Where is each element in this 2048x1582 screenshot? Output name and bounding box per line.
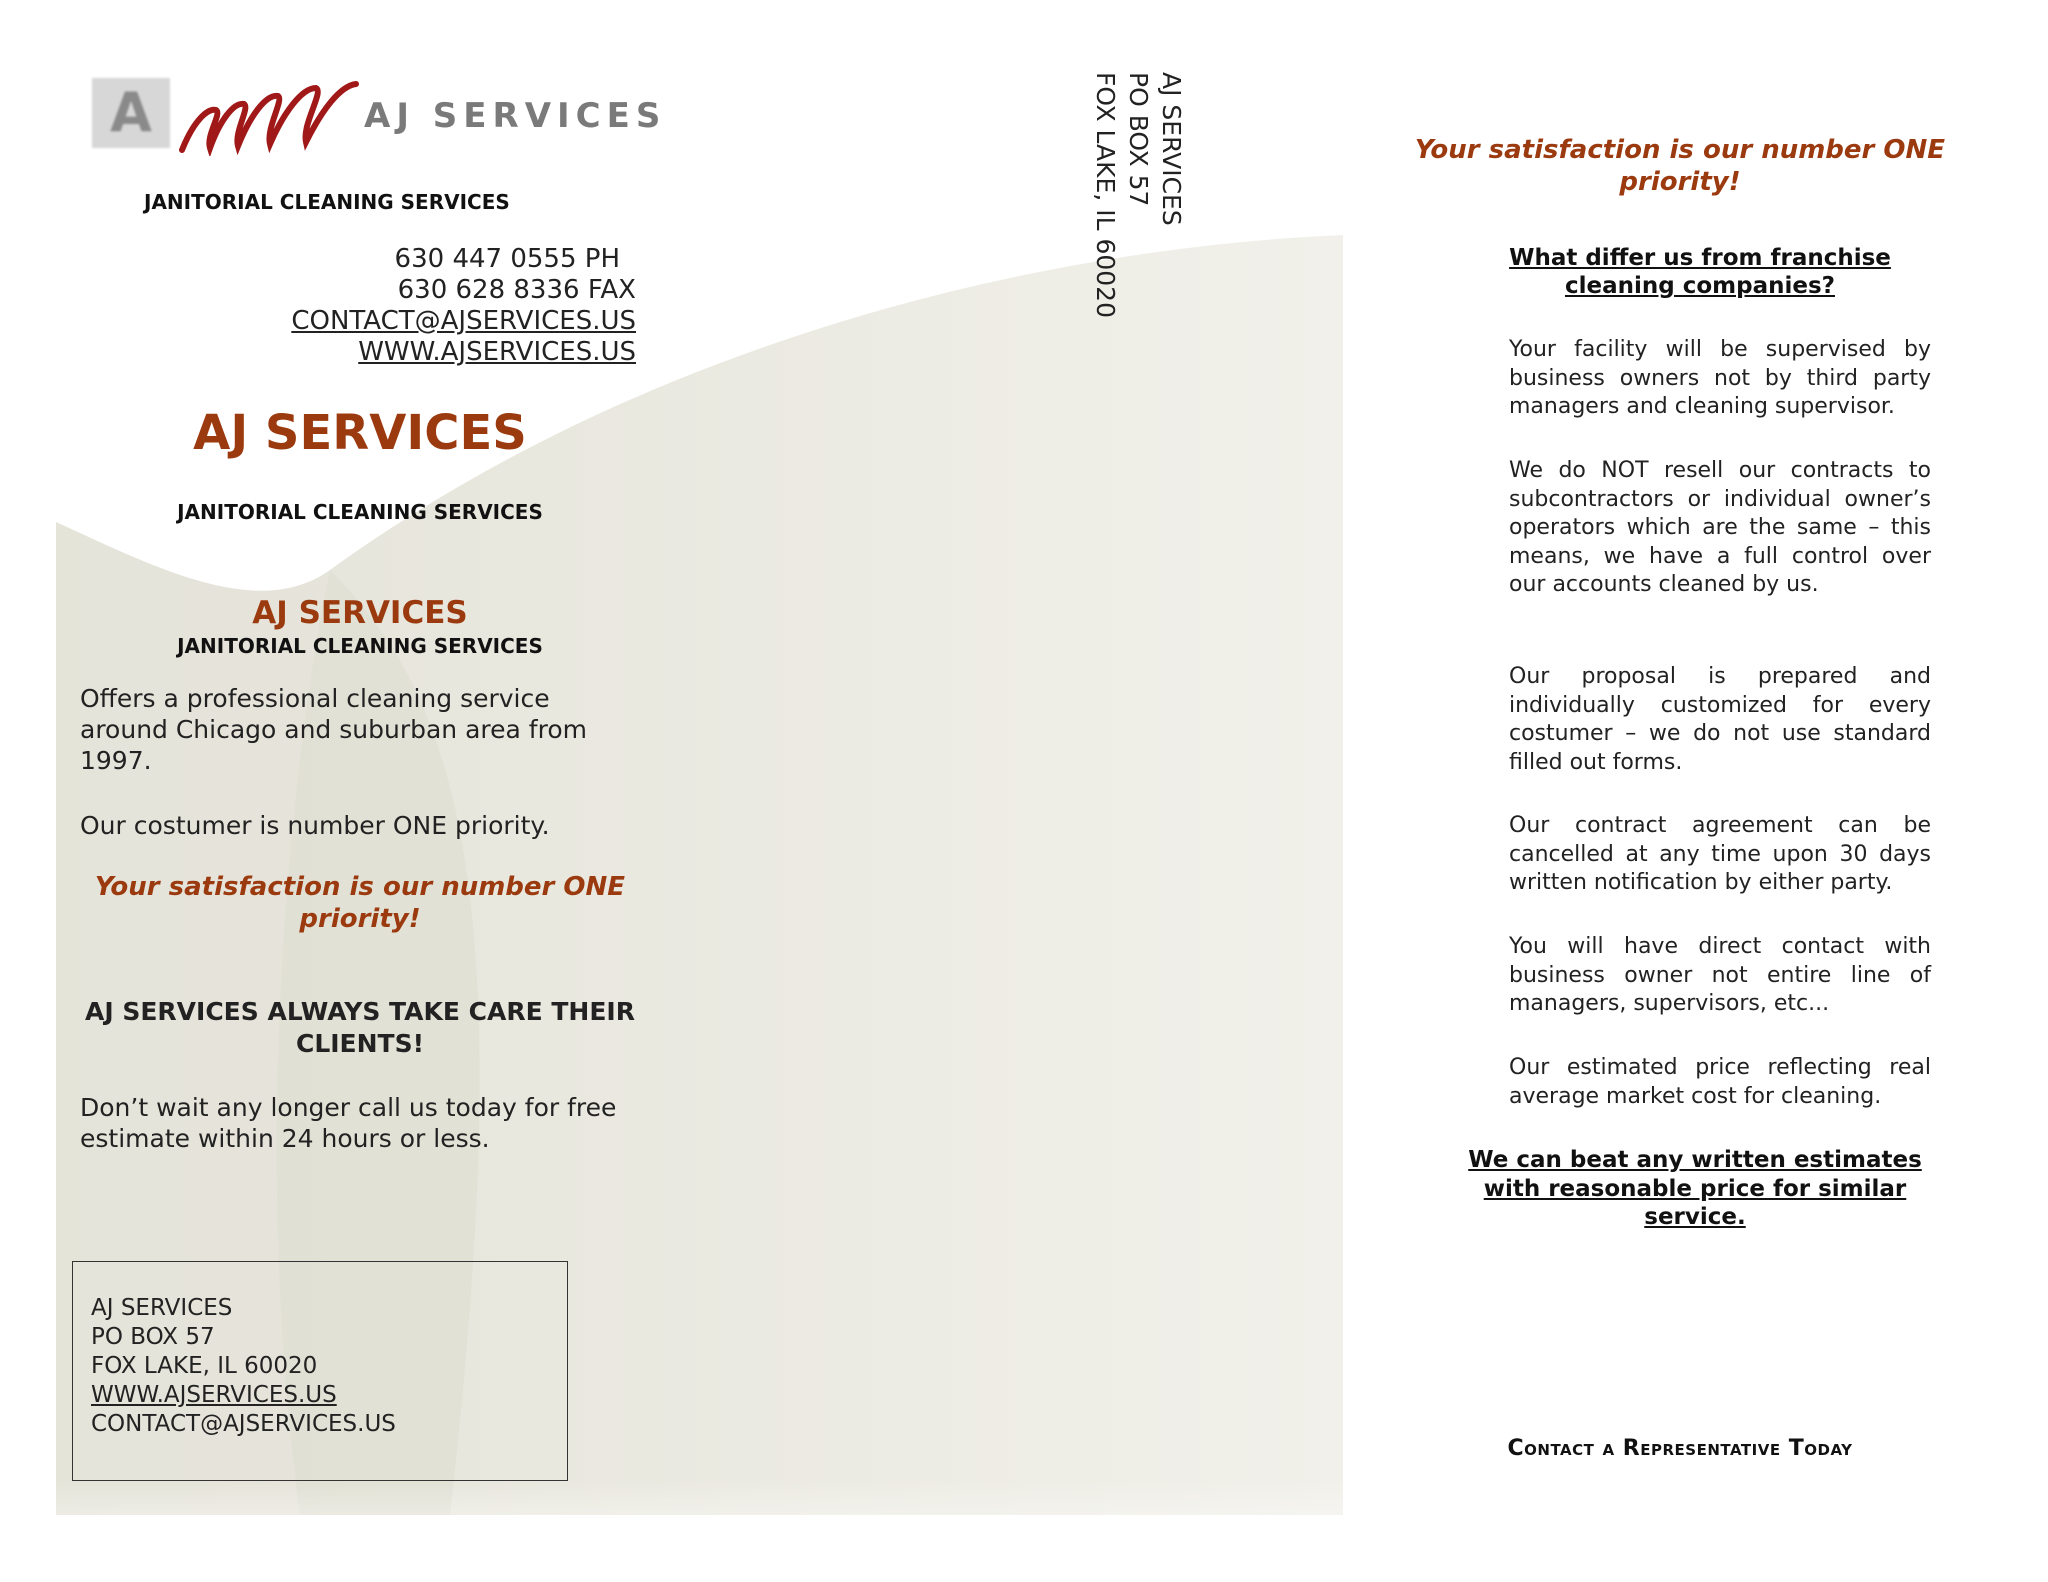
mailing-address bbox=[1088, 72, 1188, 318]
call-to-action-text: Don’t wait any longer call us today for free estimate within 24 hours or less. bbox=[80, 1093, 617, 1153]
benefit-paragraph: You will have direct contact with business owner not entire line of managers, supervisors, etc... bbox=[1509, 934, 1931, 1016]
mailing-city: FOX LAKE, IL 60020 bbox=[1091, 72, 1120, 318]
care-statement: AJ SERVICES ALWAYS TAKE CARE THEIR CLIENTS! bbox=[85, 997, 635, 1058]
benefit-paragraph: Your facility will be supervised by business owners not by third party managers and cleaning supervisor. bbox=[1509, 337, 1931, 419]
mailing-po-box: PO BOX 57 bbox=[1124, 72, 1153, 207]
address-email: CONTACT@AJSERVICES.US bbox=[91, 1411, 396, 1437]
company-logo bbox=[92, 78, 667, 158]
subtitle-low: JANITORIAL CLEANING SERVICES bbox=[177, 634, 543, 658]
address-name: AJ SERVICES bbox=[91, 1295, 233, 1321]
costumer-text: Our costumer is number ONE priority. bbox=[80, 811, 550, 840]
contact-representative: Contact a Representative Today bbox=[1507, 1436, 1853, 1461]
logo-letter: A bbox=[92, 78, 170, 148]
return-address-box bbox=[72, 1261, 568, 1481]
logo-wordmark: AJ SERVICES bbox=[364, 96, 667, 136]
address-website-link[interactable]: WWW.AJSERVICES.US bbox=[91, 1382, 337, 1408]
subtitle-mid: JANITORIAL CLEANING SERVICES bbox=[177, 500, 543, 524]
contact-block bbox=[230, 244, 636, 368]
website-link[interactable]: WWW.AJSERVICES.US bbox=[358, 337, 636, 367]
main-title: AJ SERVICES bbox=[193, 405, 527, 461]
benefit-paragraph: Our proposal is prepared and individually customized for every costumer – we do not use standard filled out forms. bbox=[1509, 664, 1931, 775]
logo-swoosh-icon bbox=[176, 80, 362, 156]
phone-number: 630 447 0555 PH bbox=[394, 244, 620, 274]
address-po-box: PO BOX 57 bbox=[91, 1324, 215, 1350]
email-link[interactable]: CONTACT@AJSERVICES.US bbox=[291, 306, 636, 336]
fax-number: 630 628 8336 FAX bbox=[397, 275, 636, 305]
benefit-paragraph: Our contract agreement can be cancelled at any time upon 30 days written notification by either party. bbox=[1509, 813, 1931, 895]
address-city: FOX LAKE, IL 60020 bbox=[91, 1353, 318, 1379]
mailing-name: AJ SERVICES bbox=[1157, 72, 1186, 226]
section-title: AJ SERVICES bbox=[252, 595, 468, 631]
benefit-paragraph: Our estimated price reflecting real average market cost for cleaning. bbox=[1509, 1055, 1931, 1109]
offers-text: Offers a professional cleaning service around Chicago and suburban area from 1997. bbox=[80, 684, 587, 775]
question-heading: What differ us from franchise cleaning companies? bbox=[1509, 245, 1891, 299]
subtitle-top: JANITORIAL CLEANING SERVICES bbox=[144, 190, 510, 214]
slogan-right: Your satisfaction is our number ONE priority! bbox=[1414, 135, 1946, 197]
beat-estimates: We can beat any written estimates with reasonable price for similar service. bbox=[1468, 1147, 1922, 1230]
benefit-paragraph: We do NOT resell our contracts to subcontractors or individual owner’s operators which are the same – this means, we have a full control over our accounts cleaned by us. bbox=[1509, 458, 1931, 597]
slogan-left: Your satisfaction is our number ONE priority! bbox=[94, 872, 626, 934]
